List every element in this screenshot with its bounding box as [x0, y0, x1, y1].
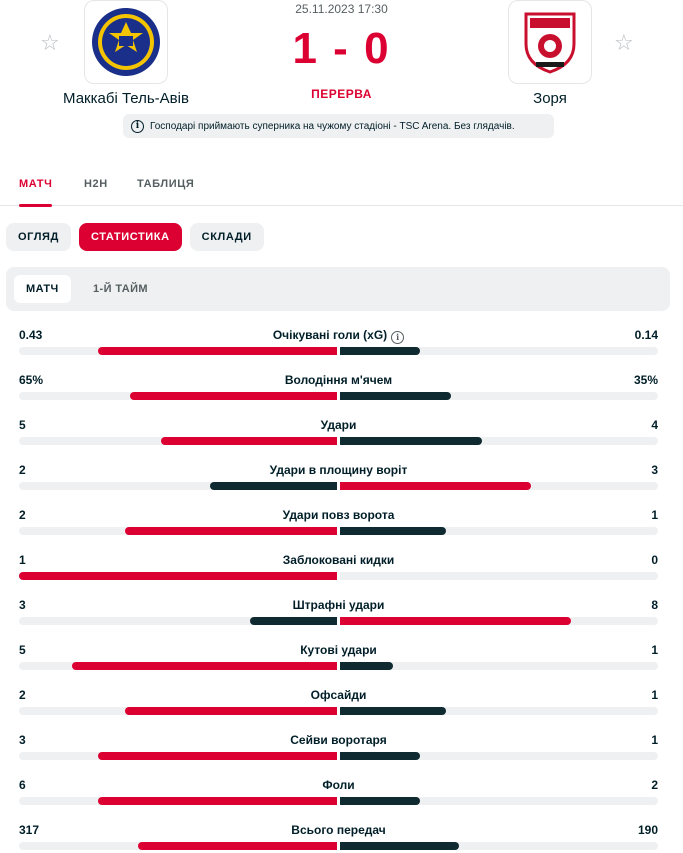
stat-away-bar	[340, 527, 446, 535]
stat-home-bar	[98, 752, 337, 760]
stat-home-value: 2	[19, 688, 26, 702]
stat-category-label: Володіння м'ячем	[284, 373, 393, 387]
xg-info-icon[interactable]: i	[391, 331, 404, 344]
stat-header	[19, 770, 658, 790]
stat-bars	[19, 662, 658, 670]
match-info-banner	[123, 114, 554, 138]
stat-home-value: 5	[19, 418, 26, 432]
stat-category-label: Удари в площину воріт	[269, 463, 408, 477]
stat-away-bar	[340, 482, 531, 490]
stat-home-value: 3	[19, 733, 26, 747]
stat-bars	[19, 617, 658, 625]
stat-header	[19, 590, 658, 610]
stat-home-track	[19, 392, 337, 400]
stat-away-track	[340, 797, 658, 805]
stat-away-track	[340, 392, 658, 400]
stat-home-bar	[19, 572, 337, 580]
stat-home-value: 0.43	[19, 328, 43, 342]
stat-away-value: 1	[651, 643, 658, 657]
stat-home-bar	[125, 707, 337, 715]
tab-h2h[interactable]: H2H	[84, 178, 108, 190]
stat-away-value: 4	[651, 418, 658, 432]
stat-category-label: Штрафні удари	[292, 598, 385, 612]
stat-home-bar	[98, 347, 337, 355]
stat-category	[19, 598, 658, 612]
stat-away-bar	[340, 842, 459, 850]
stat-away-value: 1	[651, 508, 658, 522]
stat-category-label: Удари	[320, 418, 357, 432]
stat-category-label: Кутові удари	[300, 643, 377, 657]
stat-category	[19, 328, 658, 344]
stat-home-track	[19, 437, 337, 445]
stat-category	[19, 508, 658, 522]
stat-away-bar	[340, 392, 451, 400]
stat-away-bar	[340, 347, 420, 355]
stat-category	[19, 373, 658, 387]
stat-home-bar	[98, 797, 337, 805]
stat-away-value: 0	[651, 553, 658, 567]
stat-home-track	[19, 347, 337, 355]
period-first-half[interactable]: 1-Й ТАЙМ	[93, 283, 148, 295]
stat-away-value: 1	[651, 688, 658, 702]
away-team-logo[interactable]	[508, 0, 592, 84]
stat-away-bar	[340, 707, 446, 715]
period-match[interactable]: МАТЧ	[14, 275, 71, 303]
stat-away-value: 35%	[633, 373, 658, 387]
stat-header	[19, 365, 658, 385]
stat-row	[19, 590, 658, 635]
stat-row	[19, 365, 658, 410]
stat-away-track	[340, 842, 658, 850]
stat-away-value: 8	[651, 598, 658, 612]
tab-table[interactable]: ТАБЛИЦЯ	[137, 178, 195, 190]
stat-row	[19, 320, 658, 365]
stat-row	[19, 635, 658, 680]
stat-bars	[19, 437, 658, 445]
stat-away-track	[340, 752, 658, 760]
stat-category	[19, 553, 658, 567]
stat-home-value: 5	[19, 643, 26, 657]
stat-home-bar	[130, 392, 337, 400]
stat-away-track	[340, 437, 658, 445]
match-status: ПЕРЕРВА	[311, 87, 372, 101]
stat-away-value: 190	[637, 823, 658, 837]
stat-category	[19, 418, 658, 432]
stat-home-value: 6	[19, 778, 26, 792]
stat-home-value: 317	[19, 823, 40, 837]
stat-row	[19, 770, 658, 815]
stat-header	[19, 815, 658, 835]
stat-bars	[19, 752, 658, 760]
stat-category	[19, 733, 658, 747]
stat-header	[19, 410, 658, 430]
stat-category	[19, 823, 658, 837]
stat-home-bar	[138, 842, 337, 850]
subtab-overview[interactable]: ОГЛЯД	[6, 223, 71, 251]
stat-home-track	[19, 797, 337, 805]
stat-home-bar	[72, 662, 337, 670]
stat-row	[19, 410, 658, 455]
stat-row	[19, 725, 658, 770]
stat-category-label: Офсайди	[310, 688, 367, 702]
info-icon: i	[131, 120, 144, 133]
stat-bars	[19, 707, 658, 715]
period-selector	[6, 267, 670, 311]
stat-home-track	[19, 617, 337, 625]
favorite-home-star-icon[interactable]: ☆	[40, 30, 60, 55]
stat-away-bar	[340, 662, 393, 670]
match-datetime: 25.11.2023 17:30	[295, 2, 388, 16]
stat-away-track	[340, 662, 658, 670]
stat-away-value: 3	[651, 463, 658, 477]
stat-home-value: 65%	[19, 373, 44, 387]
stat-home-track	[19, 482, 337, 490]
stat-away-track	[340, 527, 658, 535]
stat-away-bar	[340, 797, 420, 805]
stat-away-bar	[340, 437, 482, 445]
score-separator: -	[333, 24, 350, 73]
stat-category-label: Удари повз ворота	[282, 508, 395, 522]
match-info-text: Господарі приймають суперника на чужому стадіоні - TSC Arena. Без глядачів.	[150, 120, 515, 132]
stat-category-label: Всього передач	[291, 823, 386, 837]
stat-home-track	[19, 572, 337, 580]
stat-away-value: 2	[651, 778, 658, 792]
stat-row	[19, 500, 658, 545]
stat-bars	[19, 392, 658, 400]
stat-away-bar	[340, 617, 571, 625]
stat-home-value: 2	[19, 508, 26, 522]
stat-bars	[19, 482, 658, 490]
stat-category	[19, 643, 658, 657]
zorya-crest-icon	[520, 10, 580, 74]
sub-tabs	[6, 223, 264, 251]
stat-category	[19, 463, 658, 477]
main-tabs	[0, 162, 683, 206]
stat-category	[19, 688, 658, 702]
stat-row	[19, 815, 658, 853]
stat-bars	[19, 842, 658, 850]
home-score: 1	[292, 24, 319, 73]
stat-category-label: Очікувані голи (xG)	[272, 328, 388, 342]
stat-away-bar	[340, 752, 420, 760]
stat-home-value: 2	[19, 463, 26, 477]
subtab-statistics[interactable]: СТАТИСТИКА	[79, 223, 182, 251]
stat-category-label: Фоли	[322, 778, 355, 792]
stat-row	[19, 680, 658, 725]
stat-row	[19, 545, 658, 590]
subtab-lineups[interactable]: СКЛАДИ	[190, 223, 264, 251]
stat-home-value: 3	[19, 598, 26, 612]
stat-home-track	[19, 752, 337, 760]
stat-home-track	[19, 707, 337, 715]
stat-away-track	[340, 707, 658, 715]
stat-away-value: 0.14	[634, 328, 658, 342]
home-team-name[interactable]: Маккабі Тель-Авів	[63, 90, 189, 107]
stat-bars	[19, 527, 658, 535]
stat-home-bar	[125, 527, 337, 535]
stat-header	[19, 635, 658, 655]
stat-home-value: 1	[19, 553, 26, 567]
stat-bars	[19, 347, 658, 355]
stat-home-track	[19, 662, 337, 670]
stat-home-track	[19, 527, 337, 535]
stat-category-label: Сейви воротаря	[290, 733, 387, 747]
stat-away-track	[340, 617, 658, 625]
stat-category	[19, 778, 658, 792]
stat-away-track	[340, 347, 658, 355]
stat-header	[19, 455, 658, 475]
stat-home-bar	[210, 482, 337, 490]
stat-header	[19, 545, 658, 565]
stat-header	[19, 500, 658, 520]
stat-away-track	[340, 572, 658, 580]
stat-header	[19, 680, 658, 700]
away-score: 0	[364, 24, 391, 73]
stat-home-track	[19, 842, 337, 850]
stat-header	[19, 725, 658, 745]
away-team-name[interactable]: Зоря	[533, 90, 567, 107]
tab-match[interactable]: МАТЧ	[19, 178, 53, 190]
stat-home-bar	[250, 617, 337, 625]
stat-away-value: 1	[651, 733, 658, 747]
stat-row	[19, 455, 658, 500]
stat-away-track	[340, 482, 658, 490]
stat-bars	[19, 572, 658, 580]
stat-header	[19, 320, 658, 340]
favorite-away-star-icon[interactable]: ☆	[614, 30, 634, 55]
match-header	[0, 0, 683, 160]
stat-home-bar	[161, 437, 337, 445]
stat-category-label: Заблоковані кидки	[282, 553, 395, 567]
stat-bars	[19, 797, 658, 805]
